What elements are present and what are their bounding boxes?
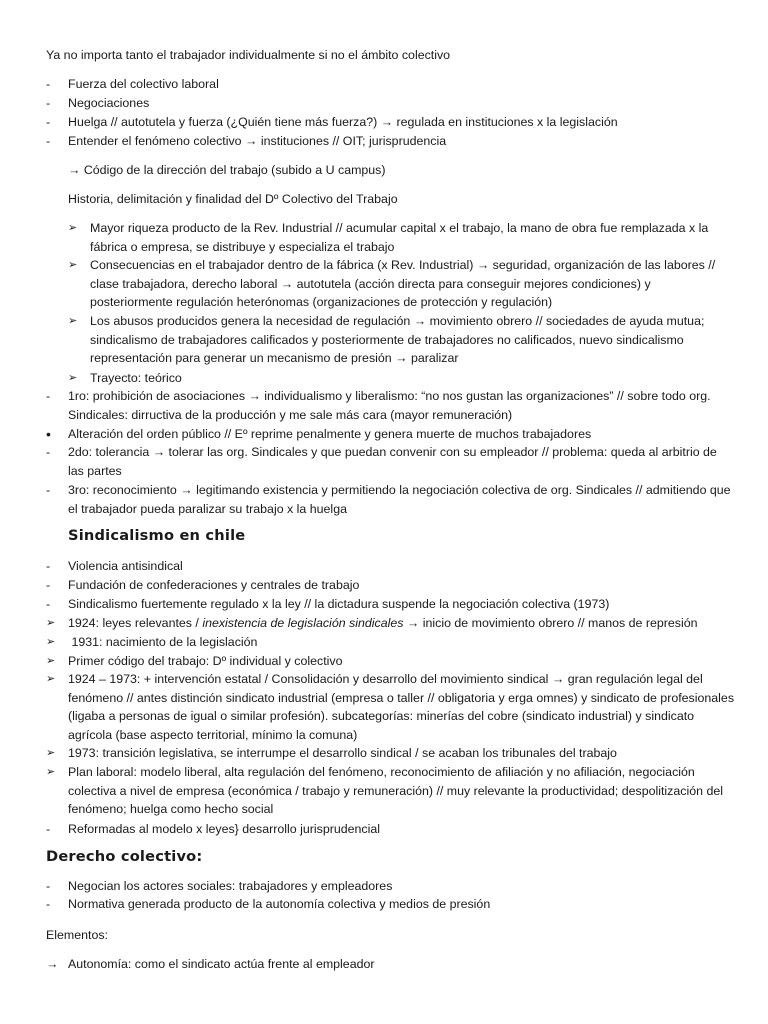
- dash-marker: -: [46, 134, 51, 148]
- list-item-text: Violencia antisindical: [68, 559, 183, 573]
- dash-marker: -: [46, 77, 51, 91]
- dash-marker: -: [46, 96, 51, 110]
- historia-line: Historia, delimitación y finalidad del Dº Colectivo del Trabajo: [68, 192, 398, 206]
- triangle-bullet-icon: ➢: [46, 673, 56, 685]
- triangle-bullet-icon: ➢: [46, 747, 56, 759]
- list-item-text: Entender el fenómeno colectivo → instituciones // OIT; jurisprudencia: [68, 134, 447, 148]
- triangle-bullet-icon: ➢: [68, 315, 78, 327]
- list-item-text: 1ro: prohibición de asociaciones → individualismo y liberalismo: “no nos gustan las organizaciones” // sobre todo org. Sindicales: dirructiva de la producción y me sale más cara (mayor remuneración): [68, 389, 711, 422]
- list-item: [46, 425, 736, 444]
- dash-marker: -: [46, 445, 51, 459]
- list-item: [46, 75, 736, 94]
- list-item: [46, 895, 736, 914]
- triangle-bullet-icon: ➢: [68, 372, 78, 384]
- list-item: [46, 94, 736, 113]
- triangle-bullet-icon: ➢: [68, 259, 78, 271]
- list-item-text: Los abusos producidos genera la necesidad de regulación → movimiento obrero // sociedades de ayuda mutua; sindicalismo de trabajadores calificados y posteriormente de trabajadores no calificados, nuevo sindicalismo representación para generar un mecanismo de presión → paralizar: [90, 314, 705, 366]
- bullet-marker: •: [46, 426, 51, 442]
- list-item-text: [68, 614, 736, 633]
- list-item: [46, 877, 736, 896]
- list-item-text: Negociaciones: [68, 96, 150, 110]
- list-item-text: Fuerza del colectivo laboral: [68, 77, 219, 91]
- list-item-text: Sindicalismo fuertemente regulado x la ley // la dictadura suspende la negociación colectiva (1973): [68, 597, 610, 611]
- list-item: [46, 595, 736, 614]
- list-item-text: 1973: transición legislativa, se interrumpe el desarrollo sindical / se acaban los tribunales del trabajo: [68, 746, 617, 760]
- triangle-bullet-icon: ➢: [46, 636, 56, 648]
- list-item: [68, 312, 732, 368]
- list-item-text: Autonomía: como el sindicato actúa frente al empleador: [68, 957, 375, 971]
- list-item-text: 1931: nacimiento de la legislación: [68, 635, 258, 649]
- list-item: [46, 481, 736, 518]
- list-item: [46, 955, 736, 974]
- list-item: [46, 820, 736, 839]
- list-item: [68, 369, 732, 388]
- list-item-text: 2do: tolerancia → tolerar las org. Sindicales y que puedan convenir con su empleador // problema: queda al arbitrio de las partes: [68, 445, 717, 478]
- list-item: [46, 670, 736, 744]
- list-item: [46, 132, 736, 151]
- list-item: [46, 387, 736, 424]
- list-item-text: Mayor riqueza producto de la Rev. Industrial // acumular capital x el trabajo, la mano de obra fue remplazada x la fábrica o empresa, se distribuye y especializa el trabajo: [90, 221, 709, 254]
- list-item-text: 1924 – 1973: + intervención estatal / Consolidación y desarrollo del movimiento sindical → gran regulación legal del fenómeno // antes distinción sindicato industrial (empresa o taller // obligatoria y erga omnes) y sindicato de profesionales (ligaba a personas de igual o similar profesión). subcategorías: minerías del cobre (sindicato industrial) y sindicato agrícola (base aspecto territorial, mínimo la comuna): [68, 672, 735, 742]
- list-item-text: Huelga // autotutela y fuerza (¿Quién tiene más fuerza?) → regulada en instituciones x la legislación: [68, 115, 618, 129]
- section-heading-derecho: Derecho colectivo:: [46, 848, 203, 865]
- triangle-bullet-icon: ➢: [46, 617, 56, 629]
- triangle-bullet-icon: ➢: [46, 655, 56, 667]
- dash-marker: -: [46, 822, 51, 836]
- list-item-text: Reformadas al modelo x leyes} desarrollo jurisprudencial: [68, 822, 380, 836]
- list-item: [46, 443, 736, 480]
- intro-line: Ya no importa tanto el trabajador individualmente si no el ámbito colectivo: [46, 48, 451, 62]
- triangle-bullet-icon: ➢: [46, 766, 56, 778]
- triangle-bullet-icon: ➢: [68, 222, 78, 234]
- list-item-text: Fundación de confederaciones y centrales de trabajo: [68, 578, 360, 592]
- list-item: [46, 557, 736, 576]
- list-item: [46, 633, 736, 652]
- list-item: [68, 219, 732, 256]
- dash-marker: -: [46, 879, 51, 893]
- dash-marker: -: [46, 578, 51, 592]
- codigo-line: → Código de la dirección del trabajo (subido a U campus): [68, 163, 386, 177]
- list-item-text: Negocian los actores sociales: trabajadores y empleadores: [68, 879, 393, 893]
- list-item: [68, 256, 732, 312]
- list-item-text: Plan laboral: modelo liberal, alta regulación del fenómeno, reconocimiento de afiliación y no afiliación, negociación colectiva a nivel de empresa (económica / trabajo y remuneración) // muy relevante la productividad; despolitización del fenómeno; huelga como hecho social: [68, 765, 723, 817]
- list-item: [46, 763, 736, 819]
- list-item-text: Primer código del trabajo: Dº individual y colectivo: [68, 654, 343, 668]
- section-heading-chile: Sindicalismo en chile: [68, 527, 246, 544]
- arrow-right-icon: →: [46, 957, 59, 971]
- list-item-text: Normativa generada producto de la autonomía colectiva y medios de presión: [68, 897, 491, 911]
- dash-marker: -: [46, 897, 51, 911]
- dash-marker: -: [46, 597, 51, 611]
- list-item: [46, 576, 736, 595]
- text-run: 1924: leyes relevantes /: [68, 616, 203, 630]
- list-item: [46, 652, 736, 671]
- list-item-text: 3ro: reconocimiento → legitimando existencia y permitiendo la negociación colectiva de org. Sindicales // admitiendo que el trabajador pueda paralizar su trabajo x la huelga: [68, 483, 731, 516]
- text-run: → inicio de movimiento obrero // manos de represión: [403, 616, 698, 630]
- dash-marker: -: [46, 115, 51, 129]
- dash-marker: -: [46, 483, 51, 497]
- elementos-label: Elementos:: [46, 928, 108, 942]
- list-item-text: Alteración del orden público // Eº reprime penalmente y genera muerte de muchos trabajadores: [68, 427, 592, 441]
- list-item: [46, 113, 736, 132]
- list-item-text: Trayecto: teórico: [90, 371, 182, 385]
- dash-marker: -: [46, 389, 51, 403]
- list-item-text: Consecuencias en el trabajador dentro de la fábrica (x Rev. Industrial) → seguridad, organización de las labores // clase trabajadora, derecho laboral → autotutela (acción directa para conseguir mejores condiciones) y posteriormente regulación heterónomas (organizaciones de protección y regulación): [90, 258, 716, 310]
- italic-text-run: inexistencia de legislación sindicales: [202, 616, 404, 630]
- dash-marker: -: [46, 559, 51, 573]
- list-item: [46, 614, 736, 633]
- list-item: [46, 744, 736, 763]
